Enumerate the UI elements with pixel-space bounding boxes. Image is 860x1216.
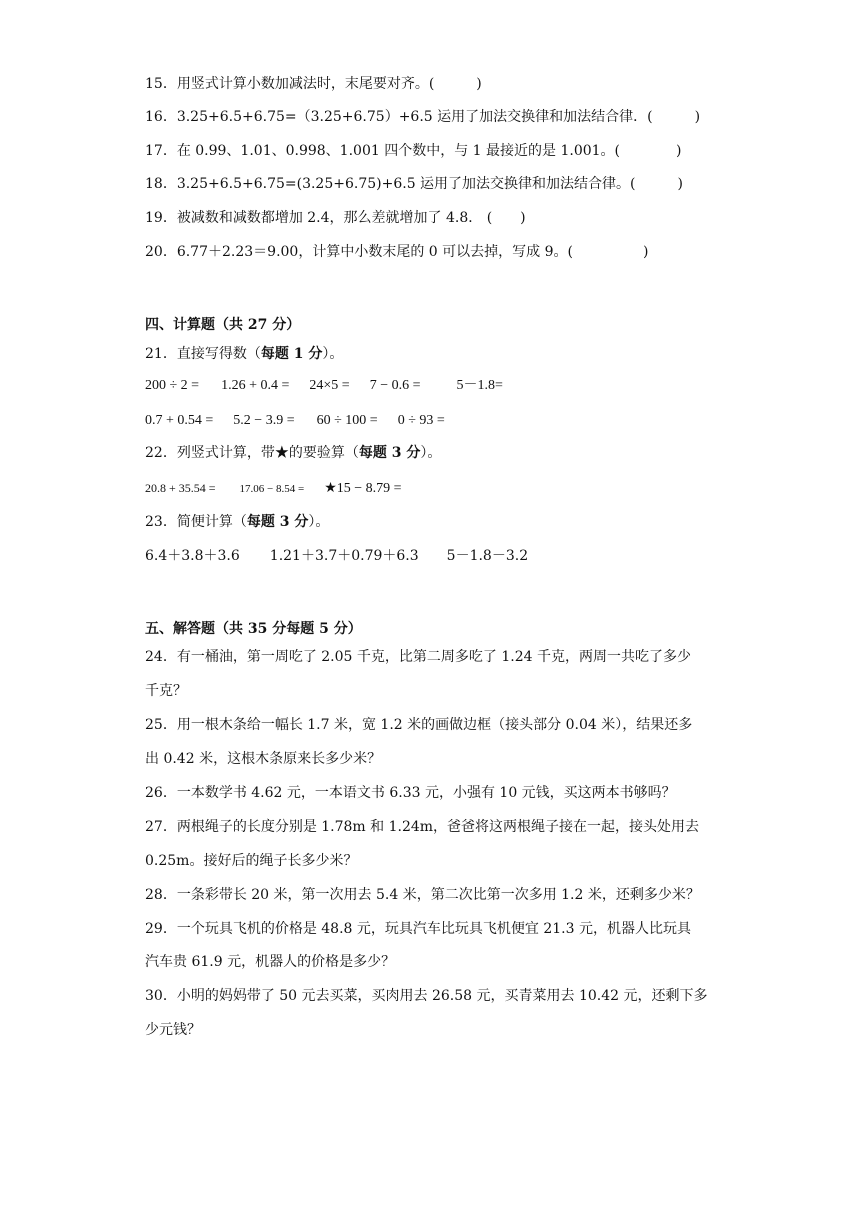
question-18: 18．3.25+6.5+6.75=(3.25+6.75)+6.5 运用了加法交换律和加法结合律。( ) [145, 176, 683, 192]
q22-item-star: ★15 − 8.79 = [324, 481, 402, 496]
q21-item: 60 ÷ 100 = [316, 413, 378, 428]
question-22-score: 每题 3 分 [358, 445, 421, 461]
q21-item: 5.2 − 3.9 = [233, 413, 295, 428]
q23-item: 6.4＋3.8＋3.6 [145, 548, 240, 564]
question-30-line-2: 少元钱？ [145, 1022, 201, 1038]
question-22-text: 22．列竖式计算，带★的要验算（ [145, 445, 359, 461]
question-24-line-2: 千克？ [145, 683, 187, 699]
q21-row-1 [145, 377, 503, 395]
question-21 [145, 345, 343, 363]
question-23-text: 23．简便计算（ [145, 514, 247, 530]
question-20: 20．6.77＋2.23＝9.00，计算中小数末尾的 0 可以去掉，写成 9。( ) [145, 244, 649, 260]
q21-item: 200 ÷ 2 = [145, 378, 200, 393]
question-21-end: ）。 [322, 346, 344, 362]
question-26: 26．一本数学书 4.62 元，一本语文书 6.33 元，小强有 10 元钱，买这两本书够吗？ [145, 785, 676, 801]
question-23 [145, 513, 329, 531]
question-23-score: 每题 3 分 [246, 514, 309, 530]
q22-item: 17.06 − 8.54 = [239, 483, 305, 495]
question-16: 16．3.25+6.5+6.75=（3.25+6.75）+6.5 运用了加法交换律和加法结合律．( ) [145, 109, 701, 125]
q21-item: 7 − 0.6 = [369, 378, 421, 393]
q23-item: 5－1.8－3.2 [446, 548, 529, 564]
question-29-line-1: 29．一个玩具飞机的价格是 48.8 元，玩具汽车比玩具飞机便宜 21.3 元，机器人比玩具 [145, 921, 691, 937]
question-30-line-1: 30．小明的妈妈带了 50 元去买菜，买肉用去 26.58 元，买青菜用去 10.42 元，还剩下多 [145, 988, 708, 1004]
question-25-line-1: 25．用一根木条给一幅长 1.7 米，宽 1.2 米的画做边框（接头部分 0.04 米），结果还多 [145, 717, 693, 733]
question-27-line-2: 0.25m。接好后的绳子长多少米？ [145, 853, 358, 869]
q21-item: 24×5 = [309, 378, 350, 393]
q21-item: 0 ÷ 93 = [397, 413, 445, 428]
question-15: 15．用竖式计算小数加减法时，末尾要对齐。( ) [145, 76, 482, 92]
section-5-heading: 五、解答题（共 35 分每题 5 分） [145, 621, 362, 637]
q21-row-2 [145, 412, 445, 430]
question-19: 19．被减数和减数都增加 2.4，那么差就增加了 4.8． ( ) [145, 210, 526, 226]
question-21-text: 21．直接写得数（ [145, 346, 261, 362]
question-27-line-1: 27．两根绳子的长度分别是 1.78m 和 1.24m，爸爸将这两根绳子接在一起，接头处用去 [145, 819, 700, 835]
question-17: 17．在 0.99、1.01、0.998、1.001 四个数中，与 1 最接近的是 1.001。( ) [145, 143, 682, 159]
question-29-line-2: 汽车贵 61.9 元，机器人的价格是多少？ [145, 954, 396, 970]
question-24-line-1: 24．有一桶油，第一周吃了 2.05 千克，比第二周多吃了 1.24 千克，两周一共吃了多少 [145, 649, 691, 665]
q22-row [145, 479, 402, 498]
q21-item: 5－1.8= [456, 378, 503, 393]
question-28: 28．一条彩带长 20 米，第一次用去 5.4 米，第二次比第一次多用 1.2 米，还剩多少米？ [145, 887, 700, 903]
question-22-end: ）。 [420, 445, 442, 461]
q23-item: 1.21＋3.7＋0.79＋6.3 [269, 548, 419, 564]
question-22 [145, 444, 441, 462]
question-23-end: ）。 [308, 514, 330, 530]
question-25-line-2: 出 0.42 米，这根木条原来长多少米？ [145, 751, 382, 767]
q22-item: 20.8 + 35.54 = [145, 481, 216, 495]
q21-item: 0.7 + 0.54 = [145, 413, 214, 428]
section-4-heading: 四、计算题（共 27 分） [145, 317, 301, 333]
q23-row [145, 547, 528, 565]
question-21-score: 每题 1 分 [260, 346, 323, 362]
q21-item: 1.26 + 0.4 = [221, 378, 290, 393]
